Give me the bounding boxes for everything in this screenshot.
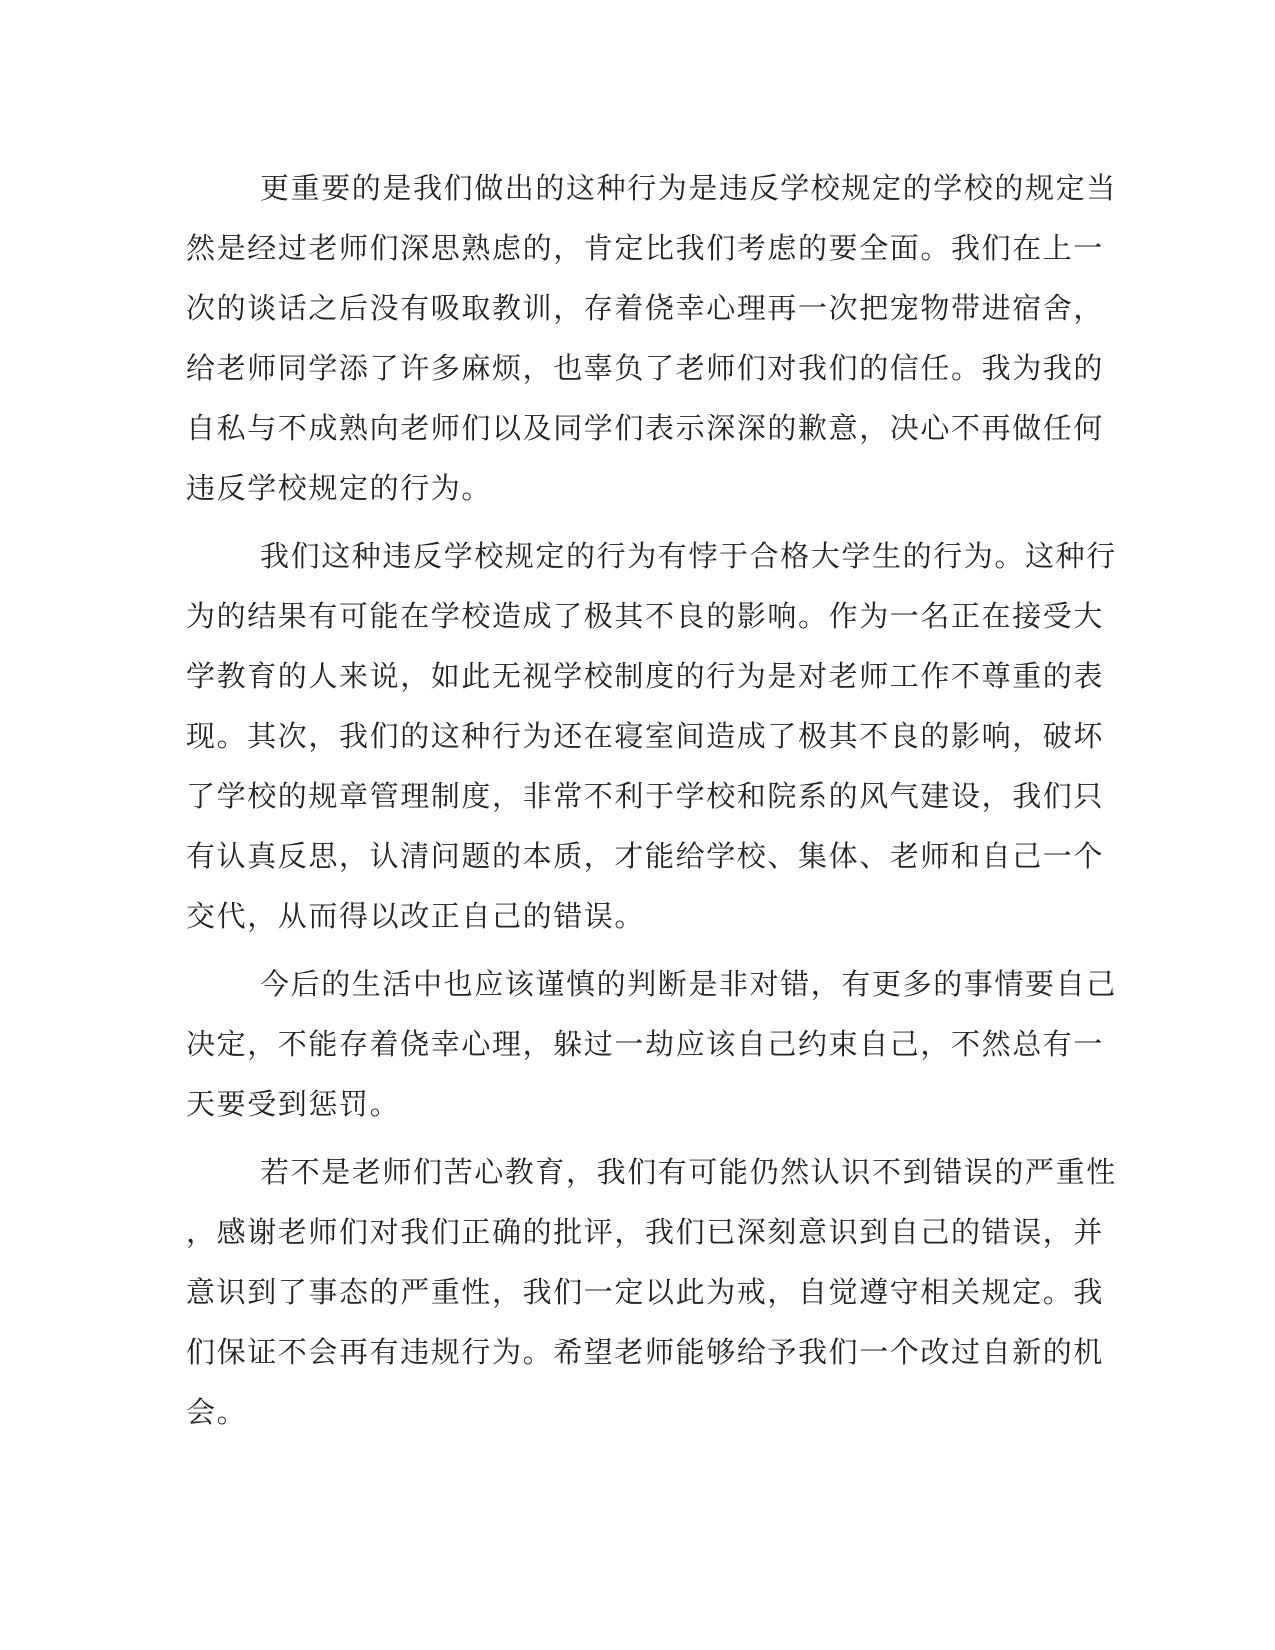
text-line: 违反学校规定的行为。: [186, 471, 493, 505]
text-line: 次的谈话之后没有吸取教训，存着侥幸心理再一次把宠物带进宿舍，: [186, 291, 1105, 325]
text-line: 若不是老师们苦心教育，我们有可能仍然认识不到错误的严重性: [260, 1155, 1117, 1189]
text-line: 天要受到惩罚。: [186, 1087, 401, 1121]
text-line: 学教育的人来说，如此无视学校制度的行为是对老师工作不尊重的表: [186, 659, 1105, 693]
text-line: 自私与不成熟向老师们以及同学们表示深深的歉意，决心不再做任何: [186, 411, 1105, 445]
document-body: [186, 158, 1256, 1442]
text-line: 今后的生活中也应该谨慎的判断是非对错，有更多的事情要自己: [260, 967, 1117, 1001]
text-line: ，感谢老师们对我们正确的批评，我们已深刻意识到自己的错误，并: [186, 1215, 1105, 1249]
paragraph-1: [186, 158, 1256, 518]
paragraph-4: [186, 1142, 1256, 1442]
paragraph-3: [186, 954, 1256, 1134]
text-line: 更重要的是我们做出的这种行为是违反学校规定的学校的规定当: [260, 171, 1117, 205]
text-line: 给老师同学添了许多麻烦，也辜负了老师们对我们的信任。我为我的: [186, 351, 1105, 385]
text-line: 会。: [186, 1395, 248, 1429]
text-line: 现。其次，我们的这种行为还在寝室间造成了极其不良的影响，破坏: [186, 719, 1105, 753]
text-line: 决定，不能存着侥幸心理，躲过一劫应该自己约束自己，不然总有一: [186, 1027, 1105, 1061]
text-line: 了学校的规章管理制度，非常不利于学校和院系的风气建设，我们只: [186, 779, 1105, 813]
text-line: 们保证不会再有违规行为。希望老师能够给予我们一个改过自新的机: [186, 1335, 1105, 1369]
text-line: 交代，从而得以改正自己的错误。: [186, 899, 646, 933]
text-line: 有认真反思，认清问题的本质，才能给学校、集体、老师和自己一个: [186, 839, 1105, 873]
text-line: 我们这种违反学校规定的行为有悖于合格大学生的行为。这种行: [260, 539, 1117, 573]
paragraph-2: [186, 526, 1256, 946]
text-line: 然是经过老师们深思熟虑的，肯定比我们考虑的要全面。我们在上一: [186, 231, 1105, 265]
text-line: 为的结果有可能在学校造成了极其不良的影响。作为一名正在接受大: [186, 599, 1105, 633]
text-line: 意识到了事态的严重性，我们一定以此为戒，自觉遵守相关规定。我: [186, 1275, 1105, 1309]
